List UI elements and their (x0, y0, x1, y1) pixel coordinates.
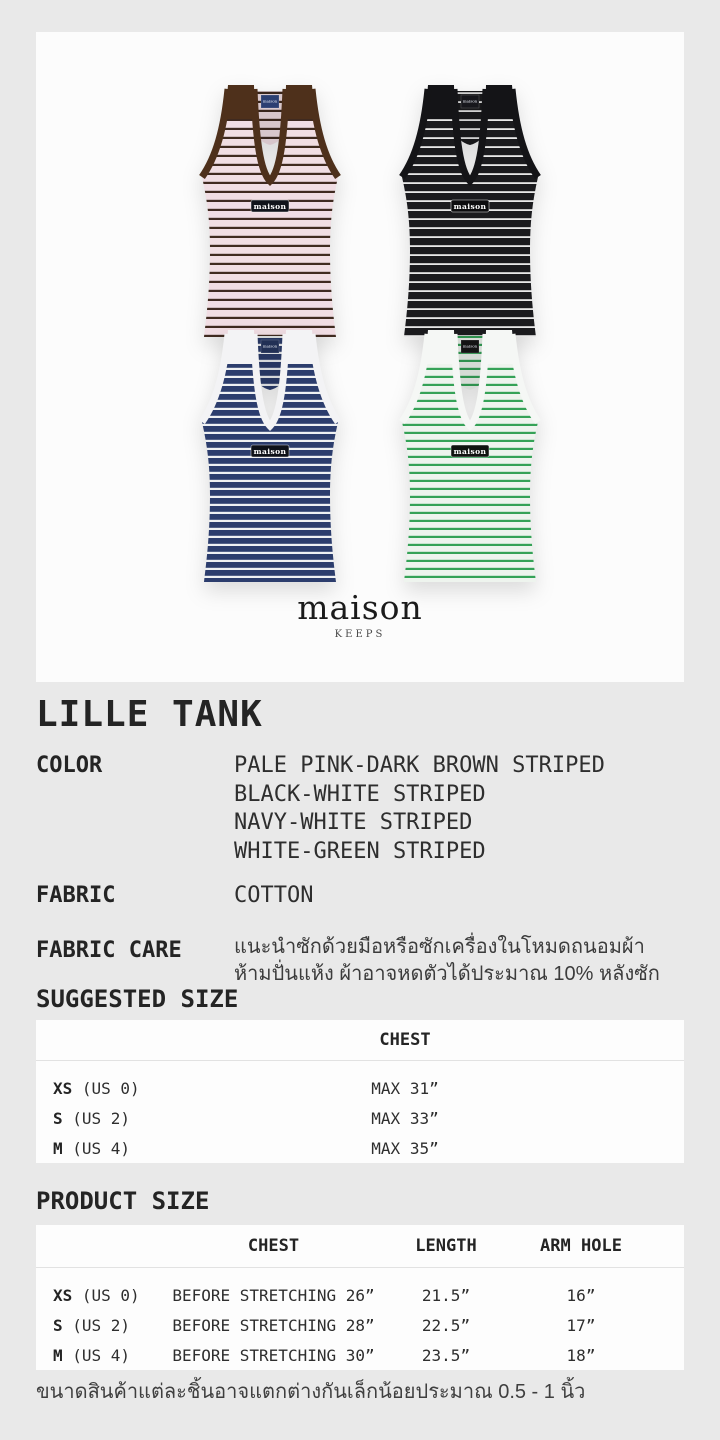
tank-photo-pale-pink-dark-brown (170, 85, 370, 345)
table-row (36, 1340, 684, 1370)
size-cell: S (US 2) (53, 1108, 131, 1128)
chest-column-header: CHEST (247, 1236, 300, 1256)
size-cell: XS (US 0) (53, 1078, 140, 1098)
color-option: BLACK-WHITE STRIPED (234, 781, 486, 807)
suggested-size-heading: SUGGESTED SIZE (36, 985, 239, 1013)
arm-hole-cell: 18” (566, 1345, 596, 1365)
color-option: NAVY-WHITE STRIPED (234, 810, 473, 835)
tank-photo-black-white (370, 85, 570, 345)
fabric-care-line: แนะนำซักด้วยมือหรือซักเครื่องในโหมดถนอมผ้า (234, 936, 645, 958)
length-cell: 22.5” (421, 1315, 471, 1335)
table-header-row (36, 1020, 684, 1060)
tank-photo-white-green (370, 330, 570, 590)
size-cell: S (US 2) (53, 1315, 131, 1335)
brand-logo (36, 588, 684, 640)
color-option: WHITE-GREEN STRIPED (234, 838, 486, 864)
table-row (36, 1133, 684, 1163)
table-header-row (36, 1225, 684, 1267)
svg-text:maison: maison (262, 343, 278, 349)
chest-column-header: CHEST (379, 1030, 431, 1050)
table-row (36, 1103, 684, 1133)
brand-subtitle: KEEPS (334, 629, 386, 640)
brand-name: maison (297, 588, 423, 627)
arm-hole-cell: 17” (566, 1315, 596, 1335)
fabric-care-label: FABRIC CARE (36, 938, 182, 963)
svg-text:maison: maison (453, 447, 487, 456)
chest-cell: MAX 31” (371, 1078, 439, 1098)
length-cell: 21.5” (421, 1285, 471, 1305)
chest-cell: BEFORE STRETCHING 26” (172, 1285, 375, 1305)
product-size-heading: PRODUCT SIZE (36, 1187, 210, 1215)
chest-cell: BEFORE STRETCHING 28” (172, 1315, 375, 1335)
size-cell: XS (US 0) (53, 1285, 140, 1305)
product-photo-card (36, 32, 684, 682)
product-size-table (36, 1225, 684, 1370)
color-label: COLOR (36, 753, 103, 778)
svg-text:maison: maison (253, 447, 287, 456)
chest-cell: MAX 33” (371, 1108, 439, 1128)
fabric-value: COTTON (234, 883, 314, 908)
fabric-care-text (234, 934, 660, 988)
svg-text:maison: maison (462, 343, 478, 349)
svg-text:maison: maison (253, 202, 287, 211)
arm-hole-cell: 16” (566, 1285, 596, 1305)
table-row (36, 1280, 684, 1310)
tank-photo-navy-white (170, 330, 370, 590)
fabric-care-line: ห้ามปั่นแห้ง ผ้าอาจหดตัวได้ประมาณ 10% หลังซัก (234, 963, 660, 985)
table-body (36, 1061, 684, 1163)
table-row (36, 1073, 684, 1103)
page-title: LILLE TANK (36, 694, 263, 735)
length-column-header: LENGTH (415, 1236, 477, 1256)
size-cell: M (US 4) (53, 1345, 131, 1365)
color-values (234, 752, 605, 866)
suggested-size-table (36, 1020, 684, 1163)
table-body (36, 1268, 684, 1370)
table-row (36, 1310, 684, 1340)
fabric-label: FABRIC (36, 883, 116, 908)
length-cell: 23.5” (421, 1345, 471, 1365)
chest-cell: BEFORE STRETCHING 30” (172, 1345, 375, 1365)
svg-text:maison: maison (262, 98, 278, 104)
svg-text:maison: maison (453, 202, 487, 211)
chest-cell: MAX 35” (371, 1138, 439, 1158)
svg-text:maison: maison (462, 98, 478, 104)
size-tolerance-note: ขนาดสินค้าแต่ละชิ้นอาจแตกต่างกันเล็กน้อยประมาณ 0.5 - 1 นิ้ว (36, 1381, 586, 1403)
size-cell: M (US 4) (53, 1138, 131, 1158)
color-option: PALE PINK-DARK BROWN STRIPED (234, 753, 605, 778)
arm-hole-column-header: ARM HOLE (540, 1236, 622, 1256)
